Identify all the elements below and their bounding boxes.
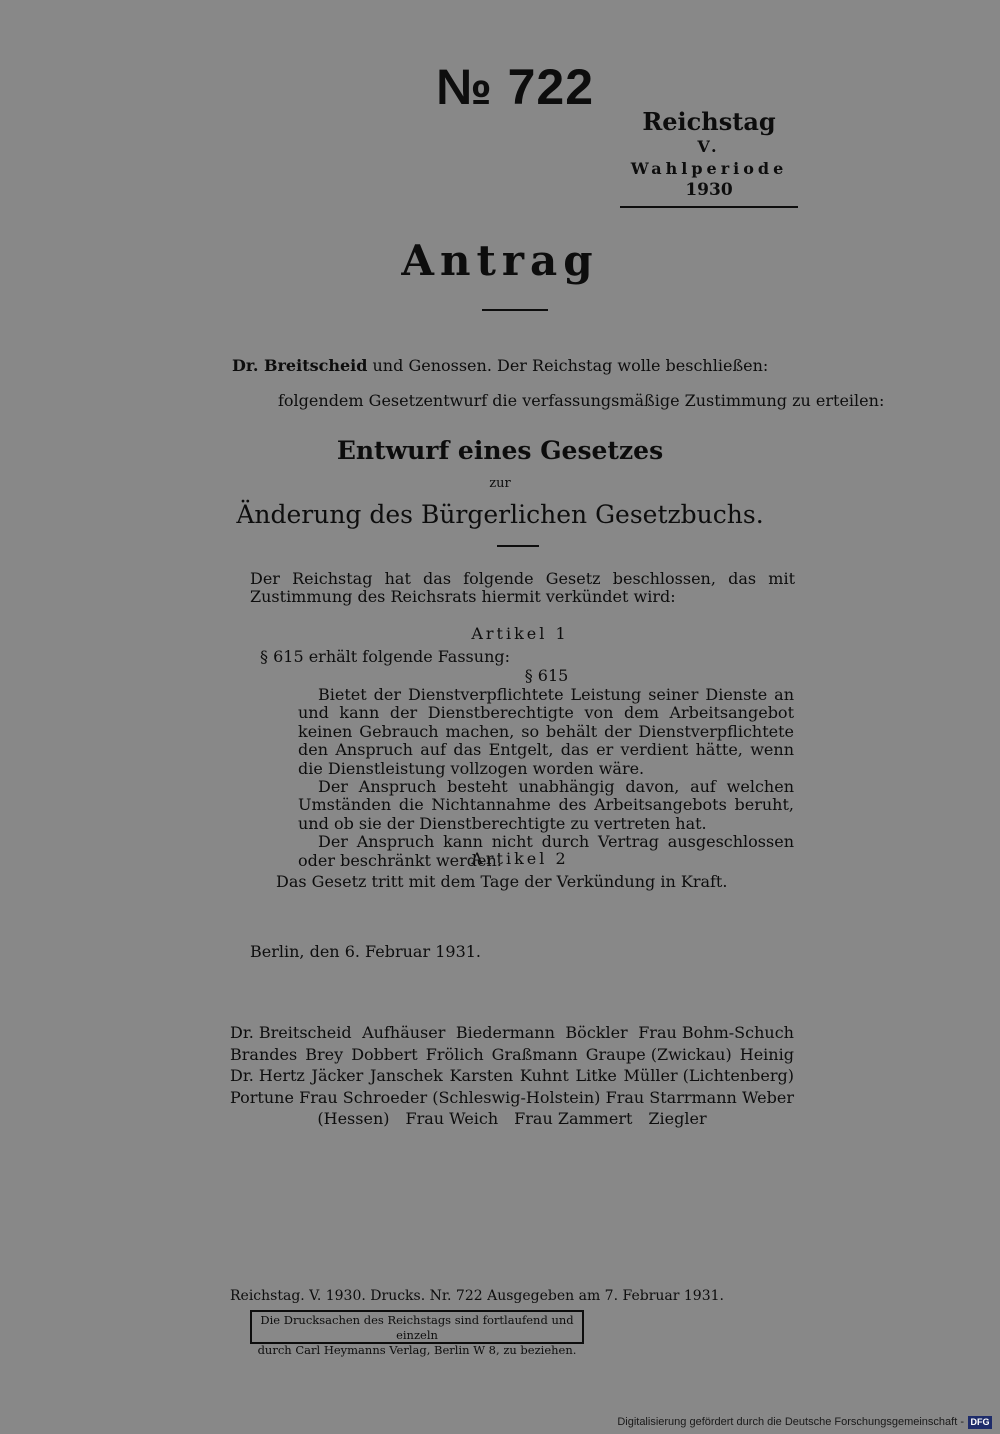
signatory: Frau Starrmann — [605, 1087, 737, 1107]
intro-rest: und Genossen. Der Reichstag wolle beschließen: — [372, 356, 769, 375]
reichstag-header — [620, 108, 798, 208]
footer-line: Reichstag. V. 1930. Drucks. Nr. 722 Ausgegeben am 7. Februar 1931. — [230, 1288, 724, 1304]
signatory: Brey — [305, 1044, 344, 1064]
section-paragraph-1: Bietet der Dienstverpflichtete Leistung seiner Dienste an und kann der Dienstberechtigte von dem Arbeitsangebot keinen Gebrauch machen, so behält der Dienstverpflichtete den Anspruch auf das Entgelt, das er verdient hätte, wenn die Dienstleistung vollzogen worden wäre. — [298, 685, 794, 778]
section-text — [298, 686, 794, 870]
signatory: Ziegler — [648, 1109, 707, 1128]
article-2-text: Das Gesetz tritt mit dem Tage der Verkündung in Kraft. — [276, 872, 728, 891]
draft-title: Entwurf eines Gesetzes — [336, 436, 664, 465]
signatory: Frau Weich — [405, 1109, 499, 1128]
publisher-notice-line-2: durch Carl Heymanns Verlag, Berlin W 8, zu beziehen. — [257, 1343, 577, 1357]
section-paragraph-2: Der Anspruch besteht unabhängig davon, auf welchen Umständen die Nichtannahme des Arbeitsangebots beruht, und ob sie der Dienstberechtigte zu vertreten hat. — [298, 777, 794, 833]
publisher-notice-line-1: Die Drucksachen des Reichstags sind fortlaufend und einzeln — [260, 1313, 574, 1342]
signatory: Dr. Breitscheid — [230, 1023, 352, 1042]
signatory: (Hessen) — [317, 1109, 390, 1128]
signatory-row — [230, 1108, 794, 1130]
preamble: Der Reichstag hat das folgende Gesetz beschlossen, das mit Zustimmung des Reichsrats hiermit verkündet wird: — [250, 569, 795, 607]
section-number: § 615 — [524, 666, 569, 685]
signatory: Jäcker — [311, 1066, 364, 1085]
signatory: Weber — [742, 1087, 794, 1107]
signatory-row — [230, 1087, 794, 1109]
document-type: Antrag — [401, 236, 599, 285]
proposer: Dr. Breitscheid — [232, 356, 368, 375]
draft-subject: Änderung des Bürgerlichen Gesetzbuchs. — [236, 500, 764, 529]
section-paragraph-3: Der Anspruch kann nicht durch Vertrag ausgeschlossen oder beschränkt werden. — [298, 832, 794, 870]
signatory: Biedermann — [455, 1023, 555, 1042]
signatories — [230, 1022, 794, 1130]
signatory: Janschek — [369, 1066, 443, 1085]
signatory: Litke — [575, 1066, 617, 1085]
signatory: Frau Schroeder (Schleswig-Holstein) — [299, 1087, 601, 1107]
article-2-heading: Artikel 2 — [471, 849, 569, 868]
reichstag-title: Reichstag — [642, 107, 776, 136]
digitization-note: Digitalisierung gefördert durch die Deutsche Forschungsgemeinschaft - — [617, 1416, 964, 1428]
article-1-heading: Artikel 1 — [471, 624, 569, 643]
signatory: Frau Zammert — [514, 1109, 633, 1128]
signatory-row — [230, 1065, 794, 1087]
intro-line — [232, 356, 768, 376]
draft-zur: zur — [489, 476, 511, 491]
signatory: Brandes — [230, 1044, 298, 1064]
year: 1930 — [685, 180, 733, 200]
signatory-row — [230, 1044, 794, 1066]
publisher-notice — [250, 1310, 584, 1357]
signatory: Portune — [230, 1087, 294, 1107]
signatory: Graupe (Zwickau) — [585, 1044, 732, 1064]
signatory: Graßmann — [491, 1044, 578, 1064]
signatory: Frölich — [425, 1044, 484, 1064]
dfg-logo-icon: DFG — [968, 1416, 992, 1429]
signatory: Dr. Hertz — [230, 1066, 305, 1085]
divider — [482, 309, 548, 311]
header-rule — [620, 206, 798, 208]
signatory: Heinig — [739, 1044, 794, 1064]
document-number: № 722 — [436, 59, 595, 115]
signatory: Müller (Lichtenberg) — [623, 1066, 794, 1085]
signatory: Kuhnt — [519, 1066, 569, 1085]
signatory: Dobbert — [351, 1044, 418, 1064]
signatory-row — [230, 1022, 794, 1044]
election-period: V. Wahlperiode — [630, 137, 788, 178]
signatory: Frau Bohm-Schuch — [638, 1023, 794, 1042]
divider — [497, 545, 539, 547]
article-1-intro: § 615 erhält folgende Fassung: — [260, 647, 511, 666]
date-line: Berlin, den 6. Februar 1931. — [250, 942, 482, 961]
signatory: Karsten — [449, 1066, 514, 1085]
signatory: Böckler — [565, 1023, 628, 1042]
consent-line: folgendem Gesetzentwurf die verfassungsmäßige Zustimmung zu erteilen: — [278, 391, 885, 410]
signatory: Aufhäuser — [362, 1023, 446, 1042]
